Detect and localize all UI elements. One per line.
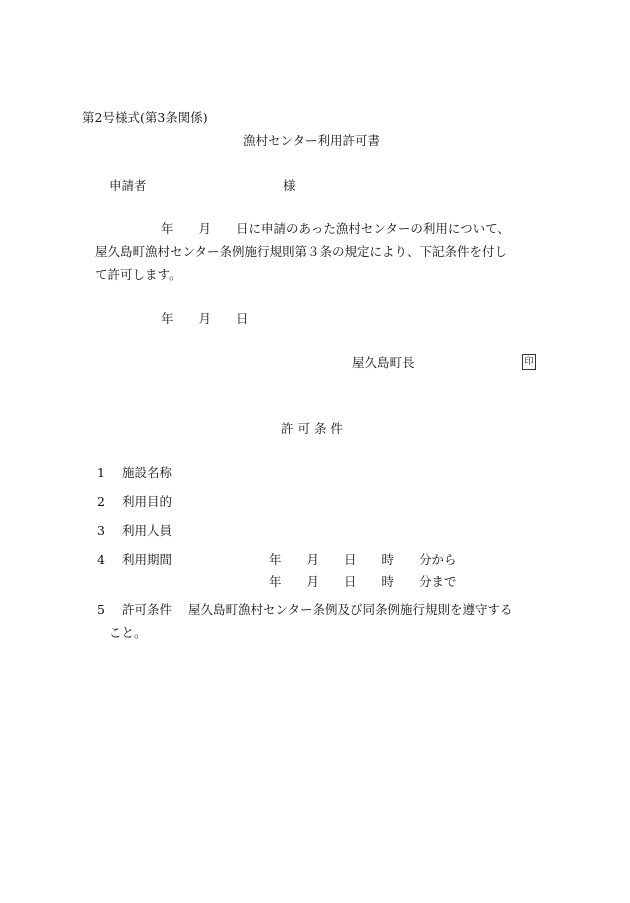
condition-3-label: 利用人員	[122, 523, 173, 538]
condition-4-label: 利用期間	[122, 552, 173, 567]
body-line-1: 年 月 日に申請のあった漁村センターの利用について、	[161, 221, 510, 236]
condition-5-label: 許可条件	[122, 602, 173, 617]
document-title: 漁村センター利用許可書	[243, 133, 381, 148]
condition-2-number: 2	[97, 494, 105, 509]
condition-5-text-continued: こと。	[109, 625, 147, 640]
condition-5-text: 屋久島町漁村センター条例及び同条例施行規則を遵守する	[188, 602, 513, 617]
condition-2-label: 利用目的	[122, 494, 173, 509]
issue-date: 年 月 日	[161, 311, 249, 326]
body-line-2: 屋久島町漁村センター条例施行規則第３条の規定により、下記条件を付し	[95, 244, 508, 259]
condition-4-number: 4	[97, 552, 105, 567]
condition-3-number: 3	[97, 523, 105, 538]
applicant-honorific: 様	[283, 178, 296, 193]
form-label: 第2号様式(第3条関係)	[82, 110, 208, 125]
issuer-name: 屋久島町長	[352, 355, 415, 370]
conditions-heading: 許 可 条 件	[281, 421, 343, 436]
usage-period-start: 年 月 日 時 分から	[269, 552, 457, 567]
condition-5-number: 5	[97, 602, 105, 617]
body-line-3: て許可します。	[95, 267, 182, 282]
condition-1-label: 施設名称	[122, 465, 173, 480]
seal-mark: 印	[522, 354, 536, 370]
applicant-label: 申請者	[109, 178, 147, 193]
usage-period-end: 年 月 日 時 分まで	[269, 574, 457, 589]
condition-1-number: 1	[97, 465, 105, 480]
